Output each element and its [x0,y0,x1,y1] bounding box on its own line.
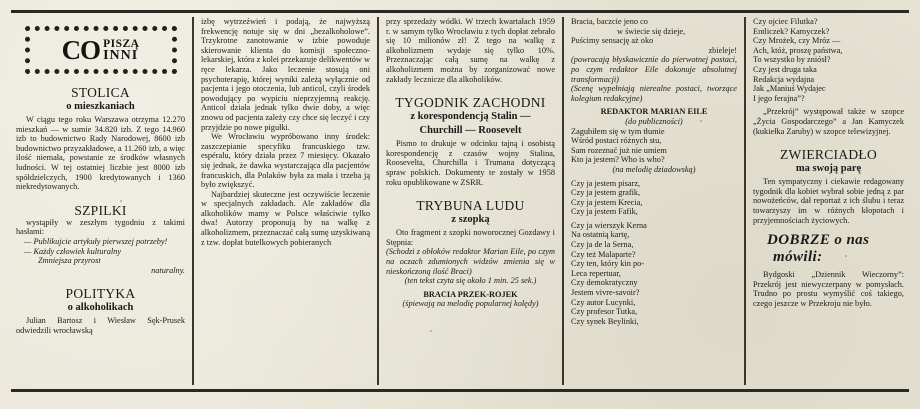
handwritten-heading-dobrze-o-nas-mowili [753,232,904,266]
verse-line-31: Jak „Maniuś Wydajec [753,84,826,94]
verse-line-29: Czy jest druga taka [753,64,817,74]
verse-line-18: Leca repertuar, [571,268,621,278]
paragraph-zwierciadlo-body: Ten sympatyczny i ciekawie redagowany tygodnik dla kobiet wybrał sobie jedną z par nowożeńców, dał reportaż z ich ślubu i teraz towarzyszy im w różnych kłopotach i przyjemnościach życiowych. [753,177,904,225]
paragraph-przekroj-szopka: „Przekrój” występował także w szopce „Życia Gospodarczego” a Jan Kamyczek (kukiełka Zaruby) w szopce telewizyjnej. [753,107,904,136]
slogan-2-line3: naturalny. [151,265,185,275]
stage-direction-schodzi-z-oblokow: (Schodzi z obłoków redaktor Marian Eile, po czym na oczach zdumionych widzów zmienia się w nieskończoną ilość Braci) [386,247,555,276]
verse-line-7: Sam rozeznać już nie umiem [571,145,667,155]
section-heading-tygodnik-zachodni: TYGODNIK ZACHODNI [395,95,546,111]
verse-line-5: Zagubiłem się w tym tłumie [571,126,665,136]
verse-line-11: Czy ja jestem Krecia, [571,197,643,207]
section-heading-polityka: POLITYKA [65,286,136,302]
paragraph-dziennik-wieczorny-quote: Bydgoski „Dziennik Wieczorny”: Przekrój jest niewyczerpany w pomysłach. Trudno po prostu wymyślić coś takiego, czego jeszcze w Przekroju nie było. [753,270,904,308]
handwritten-line-2: mówili: [773,249,823,266]
paragraph-szpilki-intro: wystąpiły w zeszłym tygodniu z takimi hasłami: [16,217,185,237]
verse-line-12: Czy ja jestem Fafik, [571,207,638,217]
logo-word-co: CO [61,34,101,65]
verse-line-26: Czy Mrożek, czy Mróz — [753,36,841,46]
stage-direction-powracaja: (powracają błyskawicznie do pierwotnej postaci, po czym redaktor Eile dokonuje absolutnej transformacji) [571,55,737,84]
logo-right-words [103,38,139,62]
columns-container [9,17,911,385]
section-heading-zwierciadlo: ZWIERCIADŁO [779,147,878,163]
section-subheading-z-szopka: z szopką [451,214,490,226]
stage-direction-scene-wypelniaja: (Scenę wypełniają nierealne postaci, tworzące kolegium redakcyjne) [571,84,737,103]
section-heading-stolica: STOLICA [71,85,130,100]
verse-line-10: Czy ja jestem grafik, [571,188,641,198]
paragraph-wroclaw-esperal: We Wrocławiu wypróbowano inny środek: zaszczepianie specyfiku francuskiego tzw. espéralu, który działa przez 7 miesięcy. Okazało się jednak, że dawka wystarczająca dla pacjentów francuskich, dla Polaków była za mała i trzeba ją było zwiększyć. [201,132,370,190]
column-5 [744,17,911,385]
stage-direction-czas-czytania: (ten tekst czyta się około 1 min. 25 sek.) [404,276,537,286]
paragraph-doplaty-butelkowe: przy sprzedaży wódki. W trzech kwartałach 1959 r. w samym tylko Wrocławiu z tych dopłat zebrało się 10 milionów zł! Z tego na walkę z alkoholizmem wydaje się tylko 10%. Przeznaczając całą sumę na walkę z alkoholizmem można by zorganizować nowe zakłady lecznicze dla alkoholików. [386,17,555,84]
logo-word-pisza: PISZĄ [103,38,140,50]
verse-line-16: Czy też Malaparte? [571,249,636,259]
paragraph-zaklady-lecznicze: Najbardziej skuteczne jest oczywiście leczenie w specjalnych zakładach. Ale zakładów dla alkoholików mamy w Polsce właściwie tylko dwa! Autorzy proponują by na walkę z alkoholizmem, przeznaczać całą sumę uzyskiwaną z tzw. dopłat butelkowych pobieranych [201,189,370,247]
verse-line-21: Czy autor Lucynki, [571,297,636,307]
bottom-rule [11,389,909,392]
section-subheading-korespondencja-line2: Churchill — Roosevelt [419,125,522,137]
paper-speck [700,120,702,122]
paper-speck [120,200,122,202]
verse-line-19: Czy demokratyczny [571,278,638,288]
verse-line-4: zbieleje! [708,45,737,55]
verse-line-28: To wszystko by zniósł? [753,55,831,65]
paragraph-polityka-body: Julian Bartosz i Wiesław Sęk-Prusek odwiedzili wrocławską [16,316,185,335]
verse-line-13: Czy ja wierszyk Kerna [571,220,647,230]
verse-line-2: w świecie się dzieje, [617,26,686,36]
spacer [753,225,904,232]
slogan-2-line1: — Każdy człowiek kulturalny [24,246,122,256]
verse-line-32: I jego ferajna”? [753,93,805,103]
stage-direction-spiewaja: (śpiewają na melodię popularnej kolędy) [402,299,539,309]
stage-direction-na-melodie-dziadowska: (na melodię dziadowską) [612,164,696,174]
section-subheading-korespondencja-line1: z korespondencją Stalin — [410,111,531,123]
paragraph-tygodnik-zachodni-body: Pismo to drukuje w odcinku tajną i osobistą korespondencję z czasów wojny Stalina, Roosevelta, Churchilla i Trumana dotyczącą spraw polskich. Dokumenty te zostały w 1958 roku opublikowane w ZSRR. [386,139,555,187]
speaker-redaktor-marian-eile: REDAKTOR MARIAN EILE [600,107,708,117]
verse-line-15: Czy ja de la Serna, [571,240,634,250]
slogan-2-line2: Zmniejsza przyrost [38,256,101,266]
handwritten-line-1: DOBRZE o nas [767,232,870,249]
section-subheading-o-mieszkaniach: o mieszkaniach [66,101,135,112]
speaker-bracia-przek-rojek: BRACIA PRZEK-ROJEK [423,289,518,299]
verse-line-6: Wśród postaci różnych stu, [571,136,662,146]
paper-speck [430,330,432,332]
verse-line-8: Kto ja jestem? Who is who? [571,155,665,165]
column-1 [9,17,192,385]
verse-line-25: Entliczek? Kamyczek? [753,26,830,36]
paragraph-szopka-intro: Oto fragment z szopki noworocznej Gozdawy i Stępnia: [386,228,555,247]
verse-line-23: Czy synek Beylinki, [571,316,639,326]
verse-line-27: Ach, któż, proszę państwa, [753,45,843,55]
paragraph-izba-wytrzezwien: izbę wytrzeźwień i podają, że najwyższą frekwencję notuje się w dni „bezalkoholowe”. Trzykrotne zanotowanie w izbie powoduje skierowanie klienta do komisji społeczno-lekarskiej, która z kolei przekazuje delikwentów w ręce lekarza. Jako leczenie stosują oni psychoterapię, której wyniki zależą wyłącznie od pacjenta i jego otoczenia, lub anticol, czyli środek powodujący po wypiciu nieprzyjemną reakcję. Anticol działa jednak tylko dwie doby, a więc znowu od pacjenta zależy czy chce się leczyć i czy przyjdzie po nowe pigułki. [201,17,370,132]
verse-line-24: Czy ojciec Filutka? [753,17,818,26]
verse-line-3: Puścimy sensację aż oko [571,36,654,46]
column-4 [562,17,744,385]
paragraph-stolica-body: W ciągu tego roku Warszawa otrzyma 12.270 mieszkań — w sumie 34.820 izb. Z tego 14.960 izb to budownictwo Rady Narodowej, 8600 izb budownictwo przyzakładowe, a 11.260 izb, a więc ilość niemała, powstanie ze środków własnych ludności. W tej ostatniej liczbie jest 8000 izb spółdzielczych, 1900 kredytowanych i 1360 niekredytowanych. [16,115,185,192]
verse-line-14: Na ostatnią kartę, [571,230,630,240]
section-heading-trybuna-ludu: TRYBUNA LUDU [416,198,525,214]
section-subheading-o-alkoholikach: o alkoholikach [67,302,134,314]
section-subheading-ma-swoja-pare: ma swoją parę [795,163,862,175]
verse-line-20: Jestem vivre-savoir? [571,288,640,298]
logo-word-inni: INNI [103,48,139,63]
slogan-1: — Publikujcie artykuły pierwszej potrzeby! [24,236,168,246]
column-3 [377,17,562,385]
verse-line-1: Bracia, baczcie jeno co [571,17,648,26]
verse-line-22: Czy profesor Tutka, [571,307,638,317]
verse-line-9: Czy ja jestem pisarz, [571,178,641,188]
stage-direction-do-publicznosci: (do publiczności) [625,116,683,126]
top-rule [11,10,909,13]
logo-inner [34,33,168,67]
section-heading-szpilki: SZPILKI [74,202,127,218]
column-2 [192,17,377,385]
masthead-logo [25,26,177,74]
verse-line-30: Redakcja wydajna [753,74,815,84]
verse-line-17: Czy ten, który kin po- [571,259,645,269]
paper-speck [845,255,847,257]
